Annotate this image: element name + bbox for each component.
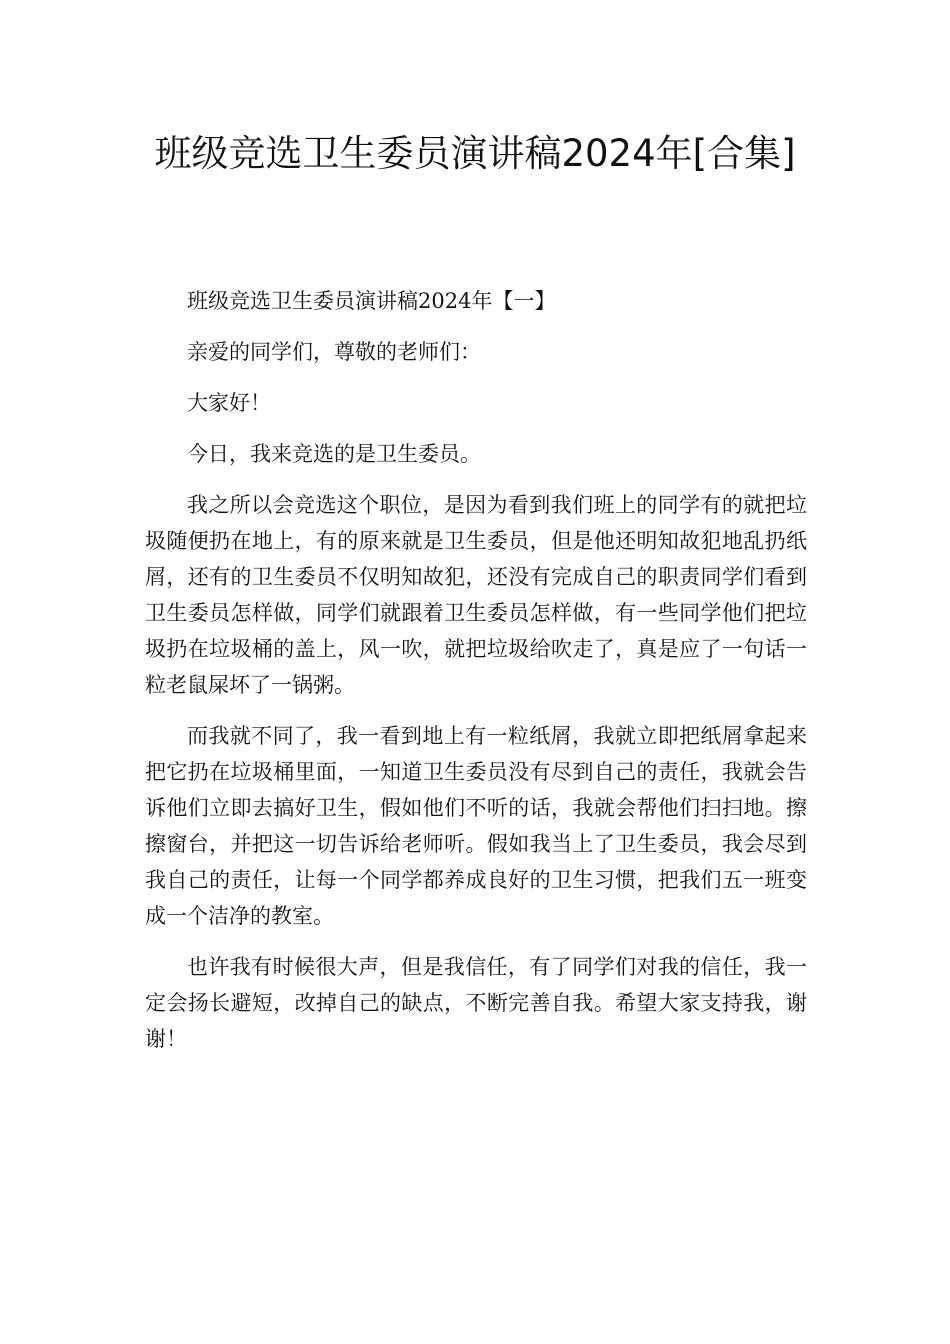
paragraph: 也许我有时候很大声，但是我信任，有了同学们对我的信任，我一定会扬长避短，改掉自己的缺点，不断完善自我。希望大家支持我，谢谢！: [145, 955, 807, 1051]
section-heading: 班级竞选卫生委员演讲稿2024年【一】: [187, 289, 556, 313]
document-title: 班级竞选卫生委员演讲稿2024年[合集]: [154, 132, 796, 175]
greeting: 大家好！: [187, 391, 271, 415]
paragraph: 我之所以会竞选这个职位，是因为看到我们班上的同学有的就把垃圾随便扔在地上，有的原来就是卫生委员，但是他还明知故犯地乱扔纸屑，还有的卫生委员不仅明知故犯，还没有完成自己的职责同学们看到卫生委员怎样做，同学们就跟着卫生委员怎样做，有一些同学他们把垃圾扔在垃圾桶的盖上，风一吹，就把垃圾给吹走了，真是应了一句话一粒老鼠屎坏了一锅粥。: [145, 493, 807, 697]
paragraph: 而我就不同了，我一看到地上有一粒纸屑，我就立即把纸屑拿起来把它扔在垃圾桶里面，一知道卫生委员没有尽到自己的责任，我就会告诉他们立即去搞好卫生，假如他们不听的话，我就会帮他们扫扫地。擦擦窗台，并把这一切告诉给老师听。假如我当上了卫生委员，我会尽到我自己的责任，让每一个同学都养成良好的卫生习惯，把我们五一班变成一个洁净的教室。: [145, 724, 807, 928]
salutation: 亲爱的同学们，尊敬的老师们：: [187, 340, 481, 364]
paragraph: 今日，我来竞选的是卫生委员。: [187, 442, 481, 466]
document-body: [145, 283, 807, 1072]
